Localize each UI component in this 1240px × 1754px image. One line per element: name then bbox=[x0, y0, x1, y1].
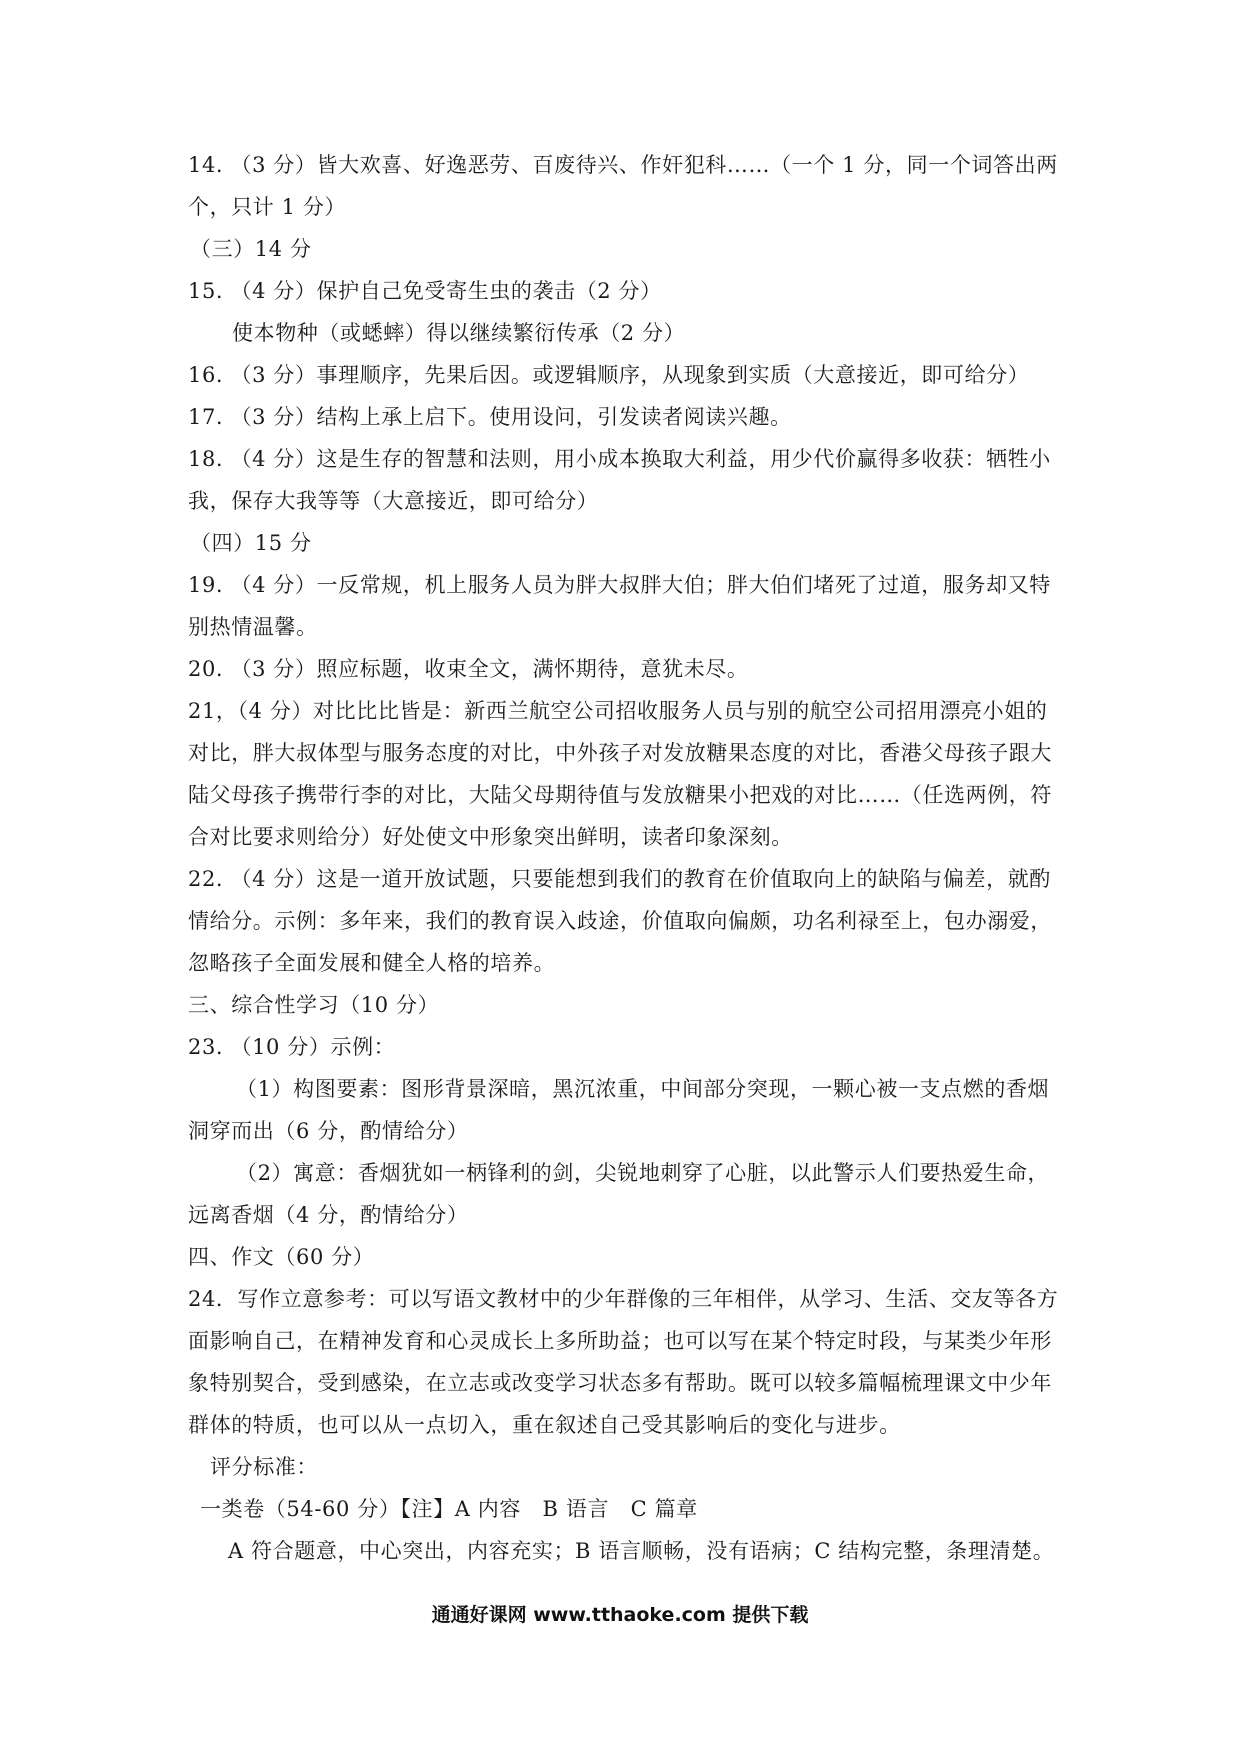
answer-line: 别热情温馨。 bbox=[188, 615, 318, 639]
answer-line: 15. （4 分）保护自己免受寄生虫的袭击（2 分） bbox=[188, 279, 662, 303]
answer-line: 22. （4 分）这是一道开放试题，只要能想到我们的教育在价值取向上的缺陷与偏差，就酌 bbox=[188, 867, 1051, 891]
answer-line: 20. （3 分）照应标题，收束全文，满怀期待，意犹未尽。 bbox=[188, 657, 749, 681]
answer-line: 忽略孩子全面发展和健全人格的培养。 bbox=[188, 951, 556, 975]
answer-line: （2）寓意：香烟犹如一柄锋利的剑，尖锐地刺穿了心脏，以此警示人们要热爱生命， bbox=[236, 1161, 1050, 1185]
section-heading: 三、综合性学习（10 分） bbox=[188, 993, 440, 1017]
download-footer: 通通好课网 www.tthaoke.com 提供下载 bbox=[431, 1604, 809, 1626]
answer-line: 面影响自己，在精神发育和心灵成长上多所助益；也可以写在某个特定时段，与某类少年形 bbox=[188, 1329, 1052, 1353]
answer-line: 19. （4 分）一反常规，机上服务人员为胖大叔胖大伯；胖大伯们堵死了过道，服务却又特 bbox=[188, 573, 1051, 597]
scoring-line: 一类卷（54-60 分）【注】A 内容 B 语言 C 篇章 bbox=[200, 1497, 698, 1521]
answer-line: 个，只计 1 分） bbox=[188, 195, 347, 219]
section-heading: 四、作文（60 分） bbox=[188, 1245, 375, 1269]
scoring-line: A 符合题意，中心突出，内容充实；B 语言顺畅，没有语病；C 结构完整，条理清楚。 bbox=[228, 1539, 1055, 1563]
answer-line: 象特别契合，受到感染，在立志或改变学习状态多有帮助。既可以较多篇幅梳理课文中少年 bbox=[188, 1371, 1052, 1395]
answer-line: 合对比要求则给分）好处使文中形象突出鲜明，读者印象深刻。 bbox=[188, 825, 793, 849]
scoring-heading: 评分标准： bbox=[210, 1455, 318, 1479]
answer-line: 对比，胖大叔体型与服务态度的对比，中外孩子对发放糖果态度的对比，香港父母孩子跟大 bbox=[188, 741, 1052, 765]
answer-line: 24．写作立意参考：可以写语文教材中的少年群像的三年相伴，从学习、生活、交友等各方 bbox=[188, 1287, 1059, 1311]
answer-line: 远离香烟（4 分，酌情给分） bbox=[188, 1203, 469, 1227]
section-heading: （三）14 分 bbox=[190, 237, 312, 261]
answer-line: 18. （4 分）这是生存的智慧和法则，用小成本换取大利益，用少代价赢得多收获：牺牲小 bbox=[188, 447, 1051, 471]
answer-line: 我，保存大我等等（大意接近，即可给分） bbox=[188, 489, 599, 513]
answer-line: 14. （3 分）皆大欢喜、好逸恶劳、百废待兴、作奸犯科……（一个 1 分，同一个词答出两 bbox=[188, 153, 1058, 177]
answer-line: 使本物种（或蟋蟀）得以继续繁衍传承（2 分） bbox=[232, 321, 686, 345]
answer-line: 16. （3 分）事理顺序，先果后因。或逻辑顺序，从现象到实质（大意接近，即可给分） bbox=[188, 363, 1030, 387]
answer-line: 情给分。示例：多年来，我们的教育误入歧途，价值取向偏颇，功名利禄至上，包办溺爱， bbox=[188, 909, 1052, 933]
answer-line: 23. （10 分）示例： bbox=[188, 1035, 396, 1059]
answer-line: 洞穿而出（6 分，酌情给分） bbox=[188, 1119, 469, 1143]
answer-line: 17. （3 分）结构上承上启下。使用设问，引发读者阅读兴趣。 bbox=[188, 405, 792, 429]
answer-line: 21，（4 分）对比比比皆是：新西兰航空公司招收服务人员与别的航空公司招用漂亮小姐的 bbox=[188, 699, 1048, 723]
answer-line: （1）构图要素：图形背景深暗，黑沉浓重，中间部分突现，一颗心被一支点燃的香烟 bbox=[236, 1077, 1050, 1101]
answer-line: 群体的特质，也可以从一点切入，重在叙述自己受其影响后的变化与进步。 bbox=[188, 1413, 901, 1437]
answer-line: 陆父母孩子携带行李的对比，大陆父母期待值与发放糖果小把戏的对比……（任选两例，符 bbox=[188, 783, 1052, 807]
section-heading: （四）15 分 bbox=[190, 531, 312, 555]
